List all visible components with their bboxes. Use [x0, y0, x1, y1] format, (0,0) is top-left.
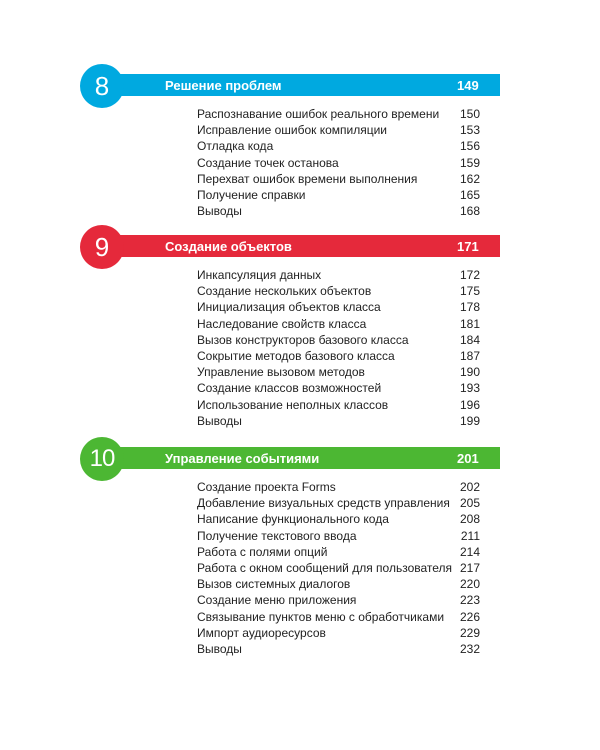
toc-entry[interactable]	[197, 283, 480, 299]
chapter-number-badge: 9	[80, 225, 124, 269]
toc-entry-title: Создание меню приложения	[197, 593, 357, 608]
toc-entry-page: 159	[459, 155, 480, 170]
toc-entry-page: 162	[459, 171, 480, 186]
toc-entry[interactable]	[197, 348, 480, 364]
toc-entry-page: 226	[459, 609, 480, 624]
toc-entry-title: Получение справки	[197, 187, 306, 202]
toc-entry-title: Вызов системных диалогов	[197, 577, 351, 592]
chapter-title: Управление событиями	[165, 451, 320, 466]
toc-entry-page: 220	[459, 577, 480, 592]
chapter-header-bar[interactable]	[115, 447, 500, 469]
toc-entry-page: 214	[459, 544, 480, 559]
toc-entry-title: Импорт аудиоресурсов	[197, 625, 326, 640]
toc-entry-page: 156	[459, 139, 480, 154]
toc-entry-page: 178	[459, 300, 480, 315]
toc-entry-title: Сокрытие методов базового класса	[197, 348, 395, 363]
toc-entry[interactable]	[197, 138, 480, 154]
toc-entry-page: 165	[459, 187, 480, 202]
toc-entry-title: Наследование свойств класса	[197, 316, 367, 331]
toc-entry-page: 217	[459, 560, 480, 575]
toc-entry-title: Создание классов возможностей	[197, 381, 382, 396]
toc-entry[interactable]	[197, 397, 480, 413]
toc-entry[interactable]	[197, 544, 480, 560]
toc-entry[interactable]	[197, 364, 480, 380]
chapter-number-badge: 10	[80, 437, 124, 481]
chapter-page: 149	[457, 78, 479, 93]
toc-entry-page: 229	[459, 625, 480, 640]
toc-entry-page: 150	[459, 107, 480, 121]
toc-entry[interactable]	[197, 625, 480, 641]
toc-entry-page: 196	[459, 397, 480, 412]
toc-entry-title: Исправление ошибок компиляции	[197, 123, 388, 138]
chapter-header-bar[interactable]	[115, 74, 500, 96]
chapter-header-bar[interactable]	[115, 235, 500, 257]
toc-entry[interactable]	[197, 171, 480, 187]
toc-entry-page: 184	[459, 332, 480, 347]
chapter-page: 171	[457, 239, 479, 254]
toc-entry[interactable]	[197, 122, 480, 138]
toc-entry-page: 172	[459, 268, 480, 282]
toc-entry-title: Инкапсуляция данных	[197, 268, 322, 282]
toc-entry[interactable]	[197, 495, 480, 511]
toc-entry[interactable]	[197, 203, 480, 219]
toc-entry[interactable]	[197, 528, 480, 544]
toc-entry-title: Связывание пунктов меню с обработчиками	[197, 609, 445, 624]
toc-entry-title: Вызов конструкторов базового класса	[197, 332, 409, 347]
toc-entry[interactable]	[197, 267, 480, 283]
toc-entry-page: 168	[459, 204, 480, 219]
toc-entry-page: 199	[459, 413, 480, 428]
toc-entry-title: Распознавание ошибок реального времени	[197, 107, 440, 121]
toc-entry-title: Перехват ошибок времени выполнения	[197, 171, 418, 186]
toc-entry-page: 205	[459, 496, 480, 511]
toc-entry-title: Инициализация объектов класса	[197, 300, 381, 315]
toc-entry[interactable]	[197, 641, 480, 657]
toc-entry[interactable]	[197, 413, 480, 429]
toc-entry-title: Создание проекта Forms	[197, 480, 336, 494]
chapter-items	[197, 106, 480, 219]
toc-entry[interactable]	[197, 609, 480, 625]
toc-entry-page: 208	[459, 512, 480, 527]
chapter-items	[197, 479, 480, 657]
toc-entry[interactable]	[197, 592, 480, 608]
toc-entry-title: Написание функционального кода	[197, 512, 389, 527]
toc-entry[interactable]	[197, 560, 480, 576]
toc-entry-title: Работа с полями опций	[197, 544, 328, 559]
toc-entry[interactable]	[197, 299, 480, 315]
toc-entry-title: Выводы	[197, 413, 242, 428]
toc-entry-title: Получение текстового ввода	[197, 528, 357, 543]
toc-entry-title: Работа с окном сообщений для пользователя	[197, 560, 453, 575]
toc-entry-title: Создание точек останова	[197, 155, 339, 170]
toc-entry[interactable]	[197, 479, 480, 495]
toc-entry-title: Управление вызовом методов	[197, 365, 365, 380]
toc-entry-page: 202	[459, 480, 480, 494]
toc-entry-page: 232	[459, 641, 480, 656]
toc-entry-title: Выводы	[197, 641, 242, 656]
toc-entry-page: 190	[459, 365, 480, 380]
toc-entry-title: Использование неполных классов	[197, 397, 389, 412]
toc-entry[interactable]	[197, 576, 480, 592]
chapter-page: 201	[457, 451, 479, 466]
toc-entry-page: 187	[459, 348, 480, 363]
chapter-title: Решение проблем	[165, 78, 282, 93]
toc-entry-title: Добавление визуальных средств управления	[197, 496, 450, 511]
chapter-number-badge: 8	[80, 64, 124, 108]
toc-entry-page: 211	[460, 528, 480, 543]
toc-entry[interactable]	[197, 187, 480, 203]
toc-entry[interactable]	[197, 380, 480, 396]
toc-entry-page: 153	[459, 123, 480, 138]
toc-entry[interactable]	[197, 155, 480, 171]
toc-entry[interactable]	[197, 511, 480, 527]
toc-entry-page: 223	[459, 593, 480, 608]
toc-entry-page: 175	[459, 284, 480, 299]
toc-entry-page: 181	[459, 316, 480, 331]
chapter-title: Создание объектов	[165, 239, 292, 254]
toc-entry-title: Отладка кода	[197, 139, 274, 154]
toc-entry-title: Создание нескольких объектов	[197, 284, 372, 299]
toc-entry-page: 193	[459, 381, 480, 396]
toc-entry[interactable]	[197, 332, 480, 348]
toc-entry-title: Выводы	[197, 204, 242, 219]
toc-entry[interactable]	[197, 316, 480, 332]
toc-entry[interactable]	[197, 106, 480, 122]
chapter-items	[197, 267, 480, 429]
